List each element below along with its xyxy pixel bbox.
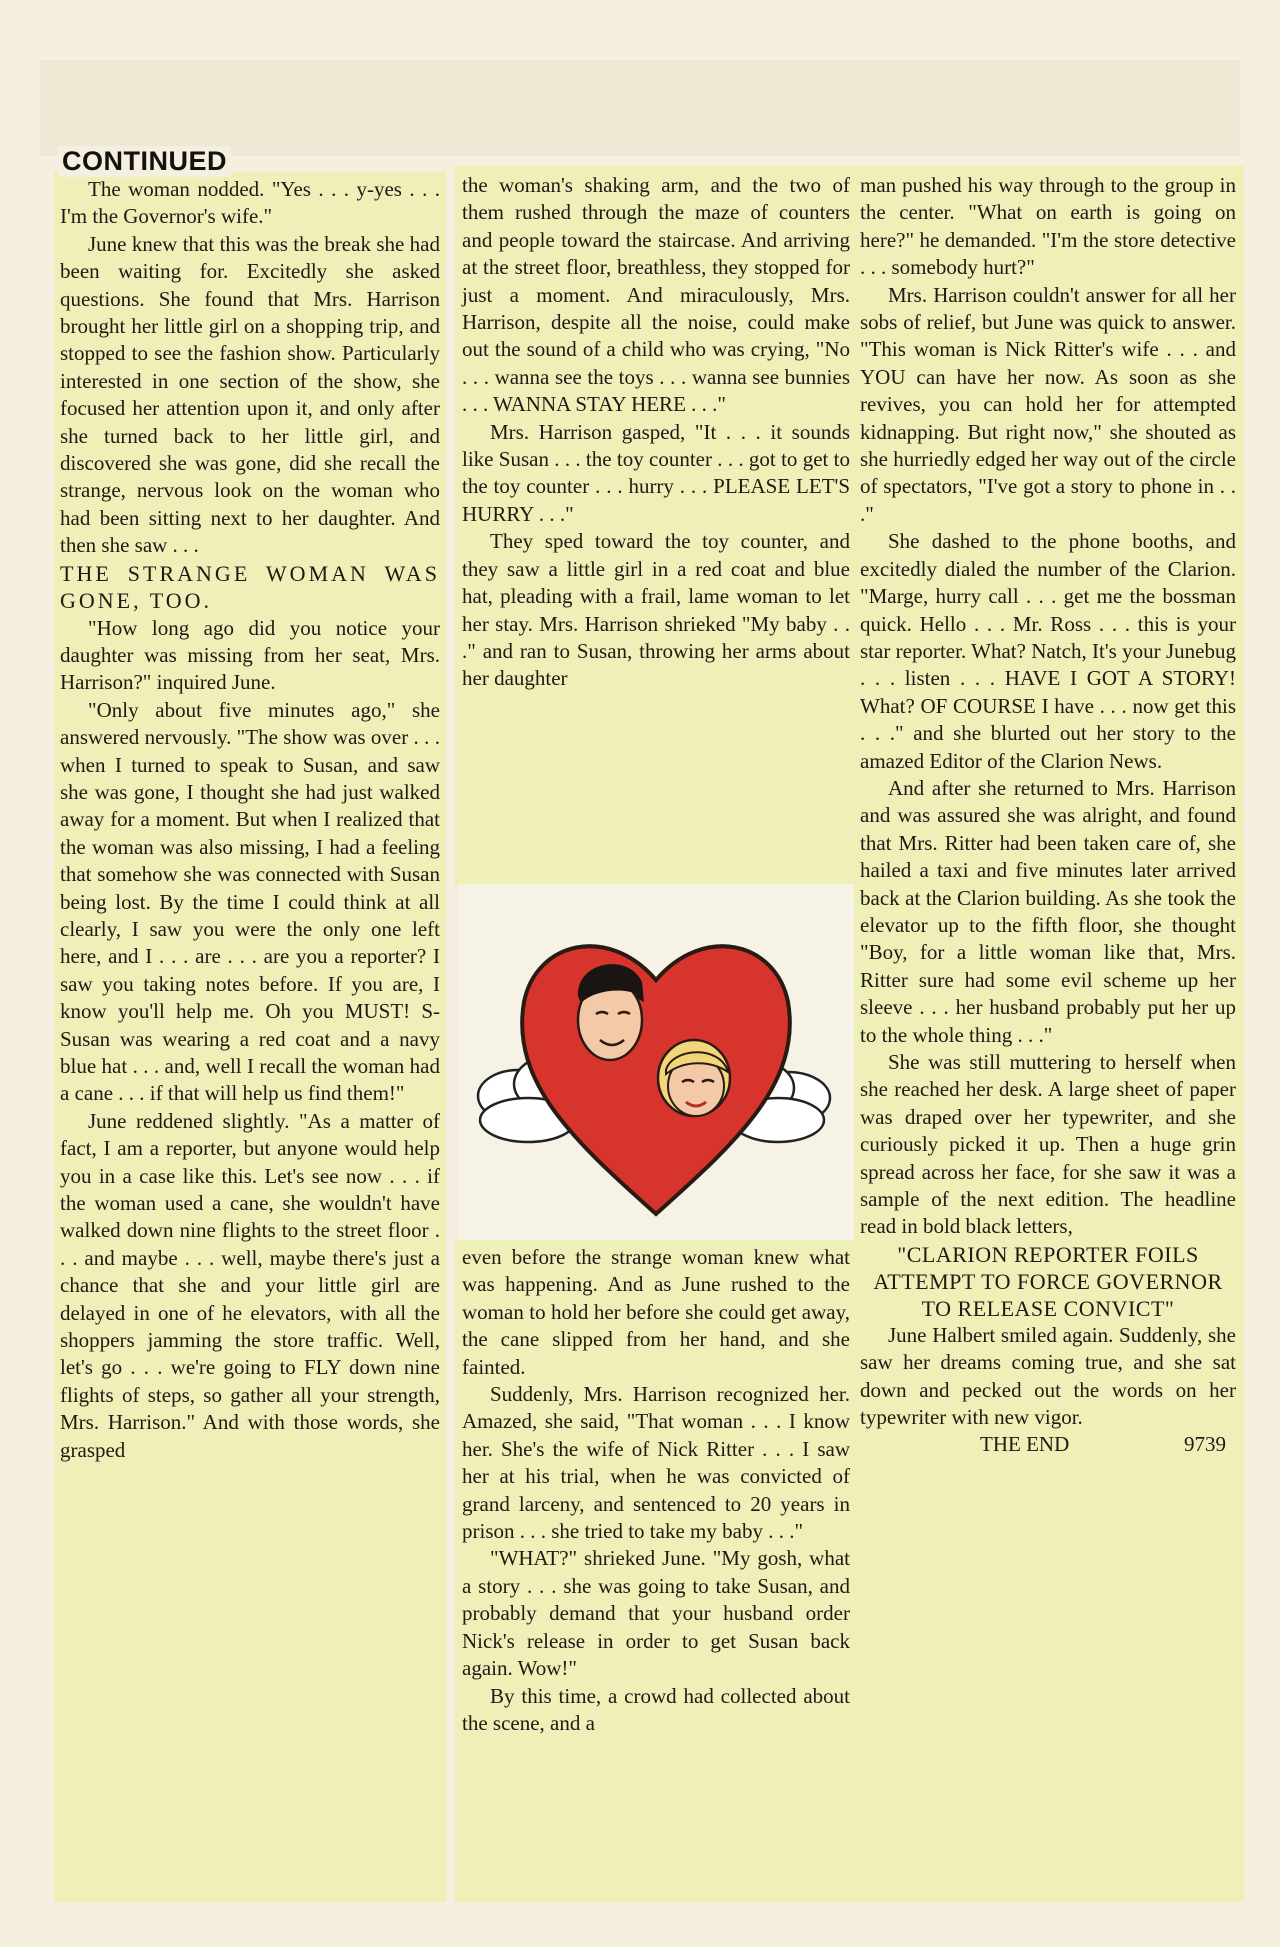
paragraph: She was still muttering to herself when she reached her desk. A large sheet of paper was draped over her typewriter, and she curiously picked it up. Then a huge grin spread across her face, for she saw it was a sample of the next edition. The headline read in bold black letters, — [860, 1050, 1236, 1239]
text-column-2-bottom — [462, 1244, 850, 1737]
paragraph: Suddenly, Mrs. Harrison recognized her. Amazed, she said, "That woman . . . I know her. She's the wife of Nick Ritter . . . I saw her at his trial, when he was convicted of grand larceny, and sentenced to 20 years in prison . . . she tried to take my baby . . ." — [462, 1382, 850, 1544]
paragraph: The woman nodded. "Yes . . . y-yes . . . I'm the Governor's wife." — [60, 177, 440, 229]
paragraph: June reddened slightly. "As a matter of fact, I am a reporter, but anyone would help you in a case like this. Let's see now . . . if the woman used a cane, she wouldn't have walked down nine flights to the street floor . . . and maybe . . . well, maybe there's just a chance that she and your little girl are delayed in one of he elevators, with all the shoppers jamming the store traffic. Well, let's go . . . we're going to FLY down nine flights of steps, so gather all your strength, Mrs. Harrison." And with those words, she grasped — [60, 1108, 440, 1462]
paragraph: June Halbert smiled again. Suddenly, she saw her dreams coming true, and she sat down and pecked out the words on her typewriter with new vigor. — [860, 1322, 1236, 1430]
paragraph: And after she returned to Mrs. Harrison and was assured she was alright, and found that Mrs. Ritter had been taken care of, she hailed a taxi and five minutes later arrived back at the Clarion building. As she took the elevator up to the fifth floor, she thought "Boy, for a little woman like that, Mrs. Ritter sure had some evil scheme up her sleeve . . . her husband probably put her up to the whole thing . . ." — [860, 775, 1236, 1047]
woman-face — [658, 1040, 730, 1116]
paragraph: man pushed his way through to the group in the center. "What on earth is going on here?" he demanded. "I'm the store detective . . . somebody hurt?" — [860, 173, 1236, 280]
the-end-label: THE END — [980, 1432, 1070, 1457]
paragraph: "WHAT?" shrieked June. "My gosh, what a story . . . she was going to take Susan, and probably demand that your husband order Nick's release in order to get Susan back again. Wow!" — [462, 1546, 850, 1681]
paragraph: June knew that this was the break she had been waiting for. Excitedly she asked questions. She found that Mrs. Harrison brought her little girl on a shopping trip, and stopped to see the fashion show. Particularly interested in one section of the show, she focused her attention upon it, and only after she turned back to her little girl, and discovered she was gone, did she recall the strange, nervous look on the woman who had been sitting next to her daughter. And then she saw . . . — [60, 231, 440, 558]
paragraph: She dashed to the phone booths, and excitedly dialed the number of the Clarion. "Marge, hurry call . . . get me the bossman quick. Hello . . . Mr. Ross . . . this is your star reporter. What? Natch, It's your Junebug . . . listen . . . HAVE I GOT A STORY! What? OF COURSE I have . . . now get this . . ." and she blurted out her story to the amazed Editor of the Clarion News. — [860, 529, 1236, 773]
paragraph: even before the strange woman knew what was happening. And as June rushed to the woman to hold her before she could get away, the cane slipped from her hand, and she fainted. — [462, 1245, 850, 1379]
text-column-2-top — [462, 172, 850, 693]
paragraph: By this time, a crowd had collected about the scene, and a — [462, 1683, 850, 1735]
emphasis-line: THE STRANGE WOMAN WAS GONE, TOO. — [60, 560, 440, 614]
text-column-3 — [860, 172, 1236, 1459]
paragraph: "Only about five minutes ago," she answered nervously. "The show was over . . . when I turned to speak to Susan, and saw she was gone, I thought she had just walked away for a moment. But when I realized that the woman was also missing, I had a feeling that somehow she was connected with Susan being lost. By the time I could think at all clearly, I saw you were the only one left here, and I . . . are . . . are you a reporter? I saw you taking notes before. If you are, I know you'll help me. Oh you MUST! S-Susan was wearing a red coat and a navy blue hat . . . and, well I recall the woman had a cane . . . if that will help us find them!" — [60, 697, 440, 1106]
text-column-1 — [60, 176, 440, 1464]
paragraph: "How long ago did you notice your daughter was missing from her seat, Mrs. Harrison?" inquired June. — [60, 615, 440, 695]
end-line — [860, 1431, 1236, 1458]
paragraph: Mrs. Harrison couldn't answer for all her sobs of relief, but June was quick to answer. "This woman is Nick Ritter's wife . . . and YOU can have her now. As soon as she revives, you can hold her for attempted kidnapping. But right now," she shouted as she hurriedly edged her way out of the circle of spectators, "I've got a story to phone in . . ." — [860, 282, 1236, 526]
heart-shape — [522, 946, 790, 1214]
man-face — [578, 964, 644, 1060]
paragraph: the woman's shaking arm, and the two of them rushed through the maze of counters and people toward the staircase. And arriving at the street floor, breathless, they stopped for just a moment. And miraculously, Mrs. Harrison, despite all the noise, could make out the sound of a child who was crying, "No . . . wanna see the toys . . . wanna see bunnies . . . WANNA STAY HERE . . ." — [462, 173, 850, 417]
continued-heading: CONTINUED — [58, 146, 231, 177]
page-code: 9739 — [1184, 1432, 1226, 1457]
newspaper-headline: "CLARION REPORTER FOILS ATTEMPT TO FORCE GOVERNOR TO RELEASE CONVICT" — [873, 1241, 1223, 1321]
heart-couple-icon — [458, 884, 854, 1240]
paragraph: Mrs. Harrison gasped, "It . . . it sounds like Susan . . . the toy counter . . . got to get to the toy counter . . . hurry . . . PLEASE LET'S HURRY . . ." — [462, 419, 850, 526]
bleed-through-band — [40, 60, 1240, 156]
illustration-panel — [458, 884, 854, 1240]
paragraph: They sped toward the toy counter, and they saw a little girl in a red coat and blue hat, pleading with a frail, lame woman to let her stay. Mrs. Harrison shrieked "My baby . . ." and ran to Susan, throwing her arms about her daughter — [462, 529, 850, 691]
